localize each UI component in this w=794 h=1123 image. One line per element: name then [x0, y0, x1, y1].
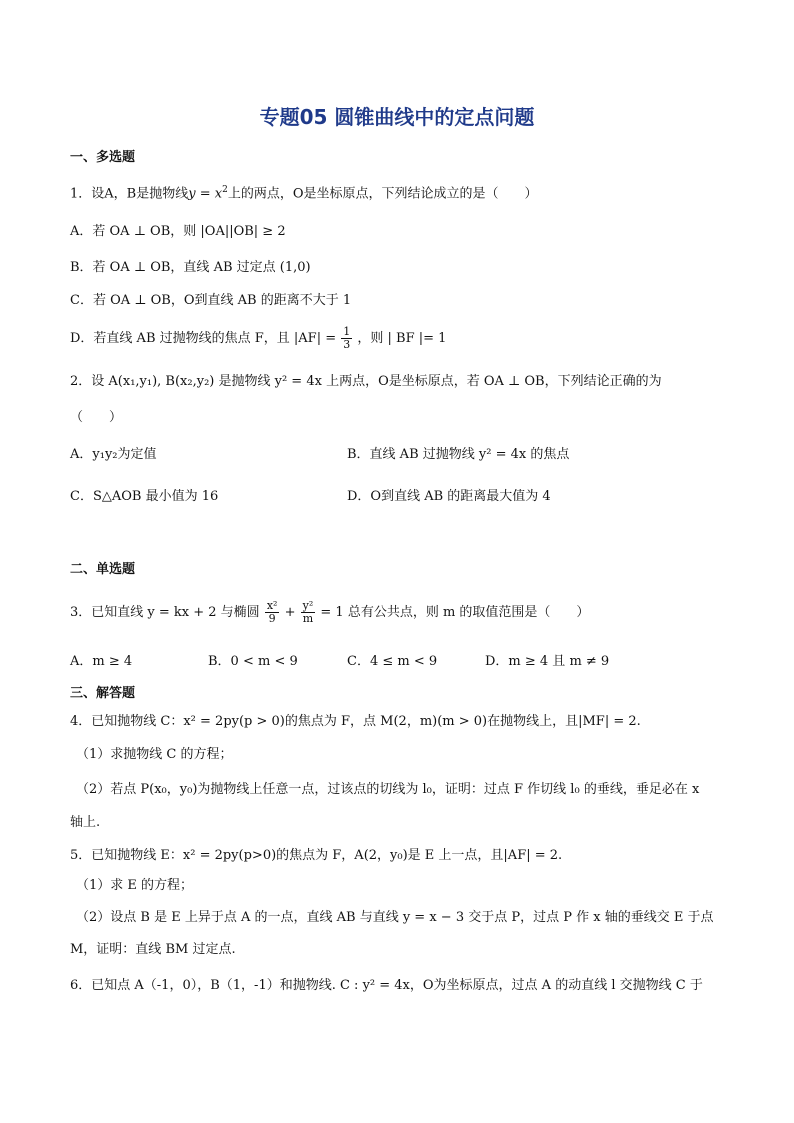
question-4-part-2-cont: 轴上.	[70, 815, 101, 830]
question-4-part-2: （2）若点 P(x₀，y₀)为抛物线上任意一点，过该点的切线为 l₀，证明：过点 F 作切线 l₀ 的垂线，垂足必在 x	[76, 782, 700, 797]
question-3-option-c: C．4 ≤ m < 9	[347, 654, 438, 669]
question-2-option-b: B．直线 AB 过抛物线 y² = 4x 的焦点	[347, 447, 570, 462]
question-2-stem-bracket: （ ）	[70, 410, 123, 425]
question-1-option-a: A．若 OA ⊥ OB，则 |OA||OB| ≥ 2	[70, 224, 286, 239]
question-2-option-a: A．y₁y₂为定值	[70, 447, 157, 462]
section-heading-multiple-choice: 一、多选题	[70, 150, 136, 165]
question-3-stem: 3．已知直线 y = kx + 2 与椭圆 $\frac{\text{x²}}{9}$ + $\frac{\text{y²}}{m}$ = 1 总有公共点，则 m 的取值范围是（ ）	[70, 599, 590, 625]
question-4-stem: 4．已知抛物线 C：x² = 2py(p > 0)的焦点为 F，点 M(2，m)(m > 0)在抛物线上，且|MF| = 2.	[70, 714, 641, 729]
question-3-option-d: D．m ≥ 4 且 m ≠ 9	[485, 654, 610, 669]
question-5-part-2: （2）设点 B 是 E 上异于点 A 的一点，直线 AB 与直线 y = x − 3 交于点 P，过点 P 作 x 轴的垂线交 E 于点	[76, 910, 714, 925]
question-5-part-1: （1）求 E 的方程；	[76, 878, 194, 893]
question-1-option-d: D．若直线 AB 过抛物线的焦点 F，且 |AF| = $\frac{1}{3}$ ，则 | BF |= 1	[70, 325, 447, 351]
question-1-option-b: B．若 OA ⊥ OB，直线 AB 过定点 (1,0)	[70, 260, 311, 275]
question-4-part-1: （1）求抛物线 C 的方程；	[76, 747, 233, 762]
question-2-option-c: C．S△AOB 最小值为 16	[70, 489, 219, 504]
question-3-option-a: A．m ≥ 4	[70, 654, 133, 669]
question-1-stem: 1．设A，B是抛物线$y = x^2$上的两点，O是坐标原点，下列结论成立的是（ ）	[70, 185, 538, 202]
section-heading-solutions: 三、解答题	[70, 686, 136, 701]
page-title: 专题05 圆锥曲线中的定点问题	[259, 105, 535, 129]
question-3-option-b: B．0 < m < 9	[208, 654, 298, 669]
fraction-x-squared-over-9: $\frac{\text{x²}}{9}$	[266, 599, 278, 625]
question-6-stem: 6．已知点 A（-1，0），B（1，-1）和抛物线. C : y² = 4x，O为坐标原点，过点 A 的动直线 l 交抛物线 C 于	[70, 978, 703, 993]
question-5-part-2-cont: M，证明：直线 BM 过定点.	[70, 942, 236, 957]
question-5-stem: 5．已知抛物线 E：x² = 2py(p>0)的焦点为 F，A(2，y₀)是 E 上一点，且|AF| = 2.	[70, 848, 563, 863]
fraction-y-squared-over-m: $\frac{\text{y²}}{m}$	[302, 599, 314, 625]
question-1-option-c: C．若 OA ⊥ OB，O到直线 AB 的距离不大于 1	[70, 293, 352, 308]
question-2-option-d: D．O到直线 AB 的距离最大值为 4	[347, 489, 551, 504]
question-2-stem: 2．设 A(x₁,y₁), B(x₂,y₂) 是抛物线 y² = 4x 上两点，O是坐标原点，若 OA ⊥ OB，下列结论正确的为	[70, 374, 662, 389]
section-heading-single-choice: 二、单选题	[70, 562, 136, 577]
fraction-one-third: $\frac{1}{3}$	[343, 325, 351, 351]
